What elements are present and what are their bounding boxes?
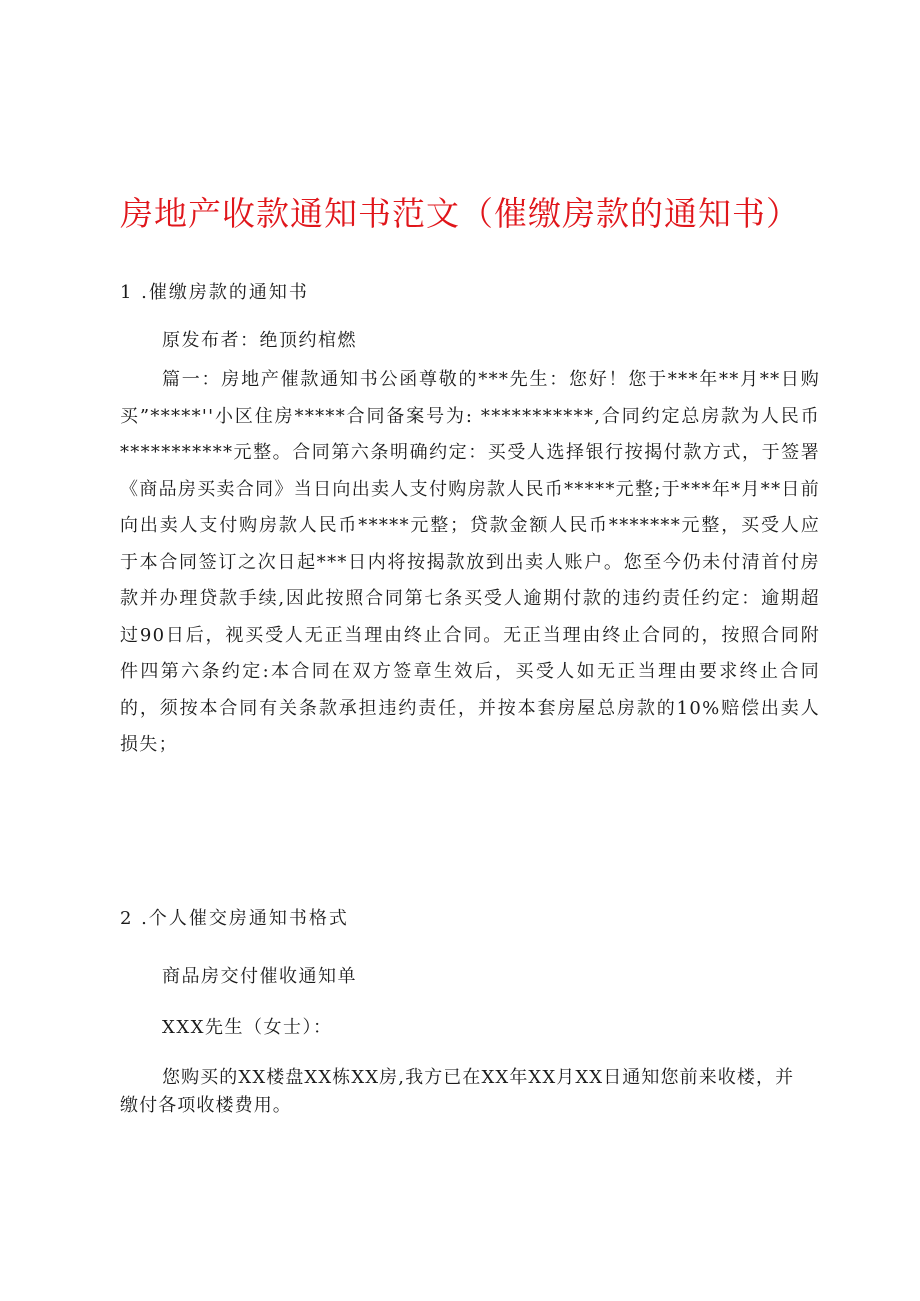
author-line: 原发布者：绝顶约棺燃	[162, 330, 357, 351]
document-title: 房地产收款通知书范文（催缴房款的通知书）	[120, 194, 800, 233]
section-1-heading: 1 .催缴房款的通知书	[120, 282, 309, 303]
form-title: 商品房交付催收通知单	[162, 966, 357, 987]
section-1-body: 篇一：房地产催款通知书公函尊敬的***先生：您好！您于***年**月**日购买”*****''小区住房*****合同备案号为: ***********,合同约定总房款为人民币***********元整。合同第六条明确约定：买受人选择银行按揭付款方式，于签署《商品房买卖合同》当日向出卖人支付购房款人民币*****元整;于***年*月**日前向出卖人支付购房款人民币*****元整；贷款金额人民币*******元整，买受人应于本合同签订之次日起***日内将按揭款放到出卖人账户。您至今仍未付清首付房款并办理贷款手续,因此按照合同第七条买受人逾期付款的违约责任约定：逾期超过90日后，视买受人无正当理由终止合同。无正当理由终止合同的，按照合同附件四第六条约定:本合同在双方签章生效后，买受人如无正当理由要求终止合同的，须按本合同有关条款承担违约责任，并按本套房屋总房款的10%赔偿出卖人损失；	[120, 369, 820, 755]
section-2-heading: 2 .个人催交房通知书格式	[120, 908, 349, 929]
section-2-body: 您购买的XX楼盘XX栋XX房,我方已在XX年XX月XX日通知您前来收楼，并缴付各项收楼费用。	[120, 1067, 795, 1116]
salutation: XXX先生（女士）：	[162, 1017, 333, 1038]
